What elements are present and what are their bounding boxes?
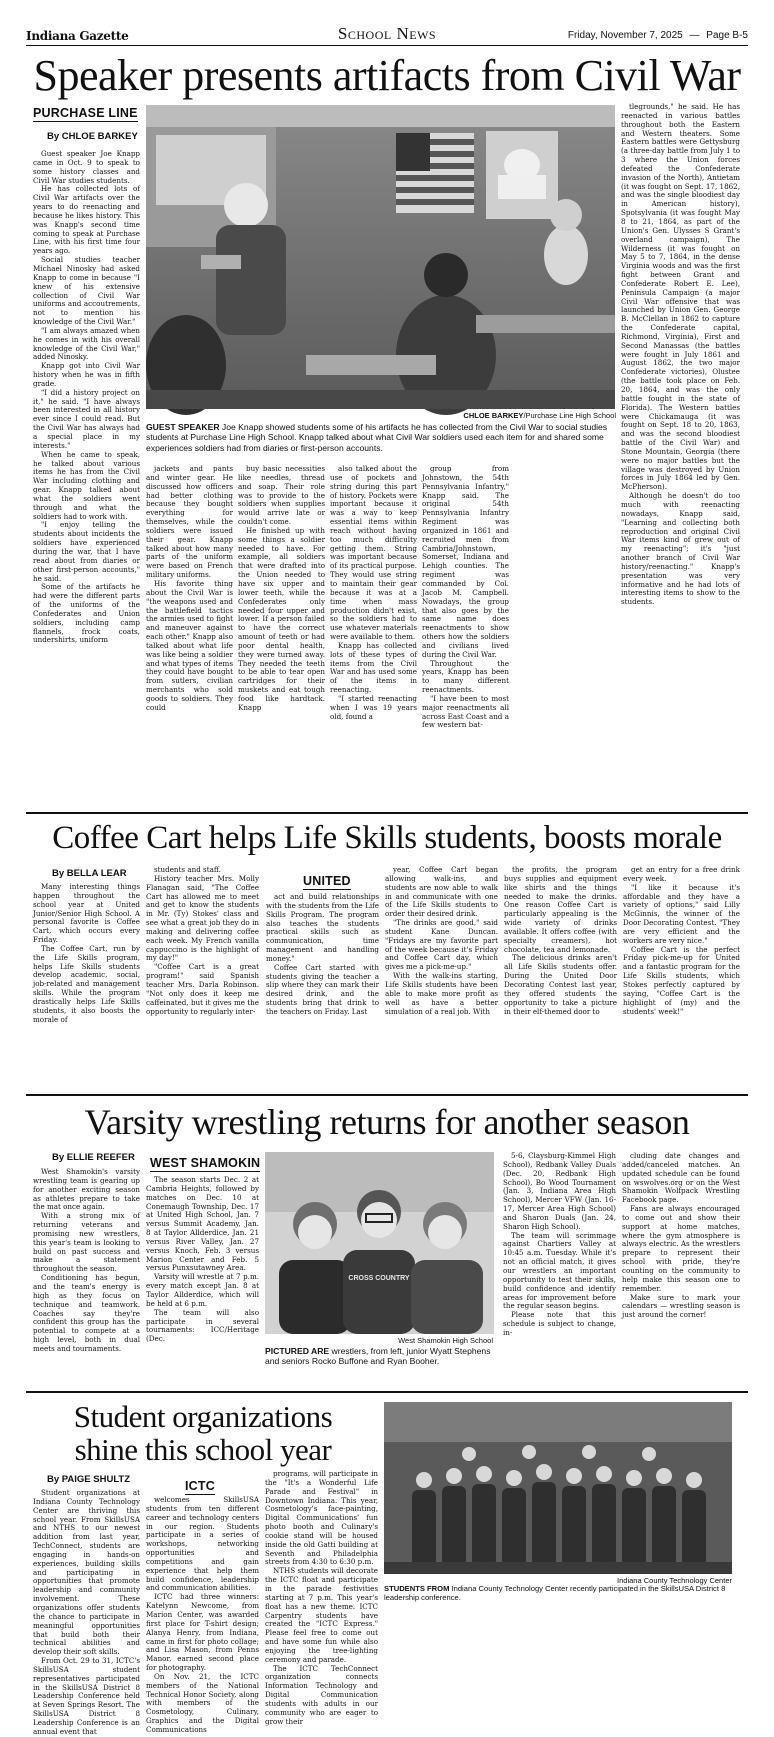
section-divider-2: [26, 1094, 748, 1096]
story3-column-1: [33, 1168, 140, 1380]
paragraph: Student organizations at Indiana County Technology Center are thriving this school year. From SkillsUSA and NTHS to our newest addition from last year, TechConnect, students are engaging in hands-on experiences, building skills and participating in opportunities that promote leadership and community involvement. These organizations offer students the chance to participate in meaningful opportunities that build both their technical abilities and develop their soft skills.: [33, 1488, 140, 1657]
story1-byline: By CHLOE BARKEY: [47, 131, 138, 142]
paragraph: "The drinks are good," said student Kane Duncan. "Fridays are my favorite part of the week because it's Friday and Coffee Cart day, which gives me a pick-me-up.": [385, 918, 498, 972]
paragraph: From Oct. 29 to 31, ICTC's SkillsUSA student representatives participated in the SkillsUSA District 8 Leadership Conference held at Seven Springs Resort. The SkillsUSA District 8 Leadership Conference is an annual event that: [33, 1656, 140, 1736]
paragraph: With a strong mix of returning veterans and promising new wrestlers, this year's team is looking to build on past success and make a statement throughout the season.: [33, 1211, 140, 1274]
separator: —: [689, 30, 700, 41]
paragraph: Coffee Cart started with students giving the teacher a slip where they can mark their desired drink, and the students bring that drink to the teachers on Friday. Last: [266, 962, 379, 1016]
paragraph: jackets and pants and winter gear. He discussed how officers had better clothing because they bought everything for themselves, while the soldiers were issued their gear. Knapp talked about how many parts of the uniform were based on French military uniforms.: [146, 464, 233, 580]
story2-column-5: [504, 866, 617, 1083]
paragraph: Guest speaker Joe Knapp came in Oct. 9 to speak to some history classes and Civil War studies students.: [33, 149, 140, 185]
paragraph: Varsity will wrestle at 7 p.m. every match except Jan. 8 at Taylor Allderdice, which will be held at 6 p.m.: [146, 1272, 259, 1308]
story1-column-2: [146, 465, 233, 802]
paragraph: When he came to speak, he talked about various items he has from the Civil War including clothing and gear. Knapp talked about what the soldiers went through and what the soldiers had to work with.: [33, 449, 140, 521]
story4-column-2: [146, 1495, 259, 1734]
paragraph: "I have been to most major reenactments all across East Coast and a few western bat-: [422, 693, 509, 730]
paragraph: Social studies teacher Michael Ninosky had asked Knapp to come in because "I knew of his extensive collection of Civil War uniforms and accoutrements, not to mention his knowledge of the Civil War.": [33, 255, 140, 327]
story3-photo-credit: West Shamokin High School: [398, 1336, 493, 1345]
paragraph: Fans are always encouraged to come out and show their support at home matches, where the gym atmosphere is always electric. As the wrestlers prepare to represent their school with pride, they're counting on the community to help make this season one to remember.: [622, 1204, 740, 1293]
capitol-poster: [486, 131, 558, 219]
paragraph: welcomes SkillsUSA students from ten different career and technology centers in our region. Students participate in a series of workshops, networking opportunities and competitions and gain experience that help them build confidence, leadership and communication abilities.: [146, 1495, 259, 1593]
paragraph: The ICTC TechConnect organization connects Information Technology and Digital Communication students with adults in our community who are eager to grow their: [265, 1663, 378, 1726]
paragraph: His favorite thing about the Civil War is "the weapons used and the battlefield tactics the armies used to fight and maneuver against each other." Knapp also talked about what life was like being a soldier and what types of items they could have bought from sutlers, civilian merchants who sold goods to soldiers. They could: [146, 578, 233, 712]
paragraph: group from Johnstown, the 54th Pennsylvania Infantry," Knapp said. The original 54th Pennsylvania Infantry Regiment was organized in 1861 and recruited men from Cambria/Johnstown, Somerset, Indiana and Lehigh counties. The regiment was commanded by Col. Jacob M. Campbell. Nowadays, the group that also goes by the same name does reenactments to show others how the soldiers and civilians lived during the Civil War.: [422, 464, 509, 659]
section-title: School News: [337, 24, 437, 43]
story2-column-3: [266, 893, 379, 1083]
paragraph: the profits, the program buys supplies and equipment like shirts and the things needed to make the drinks. One reason Coffee Cart is particularly appealing is the wide variety of drinks available. It offers coffee (with specialty creamers), hot chocolate, tea and lemonade.: [504, 865, 617, 954]
paragraph: Throughout the years, Knapp has been to many different reenactments.: [422, 658, 509, 695]
paragraph: "I like it because it's affordable and they have a variety of options," said Lilly McGinnis, the winner of the Door Decorating Contest. "They are very efficient and the workers are very nice.": [623, 882, 740, 945]
paragraph: Although he doesn't do too much with reenacting nowadays, Knapp said, "Learning and collecting both reproduction and original Civil War items kind of grew out of my reenacting"; it's "just another branch of Civil War history/reenacting." Knapp's presentation was very informative and he had lots of interesting items to show to the students.: [621, 491, 740, 607]
paragraph: ICTC had three winners: Katelynn Newcome, from Marion Center, was awarded first place for T-shirt design; Alanya Henry, from Indiana, came in first for photo collage; and Lisa Mason, from Penns Manor, earned second place for photography.: [146, 1592, 259, 1673]
paragraph: Conditioning has begun, and the team's energy is high as they focus on technique and teamwork. Coaches say they're confident this group has the potential to compete at a high level, both in dual meets and tournaments.: [33, 1273, 140, 1353]
american-flag: [396, 133, 474, 213]
paragraph: students and staff.: [154, 865, 221, 874]
paragraph: "I started reenacting when I was 19 years old, found a: [330, 693, 417, 721]
story4-headline: Student organizations shine this school year: [73, 1399, 333, 1467]
newspaper-name: Indiana Gazette: [26, 29, 129, 43]
paragraph: programs, will participate in the "It's a Wonderful Life Parade and Festival" in Downtown Indiana. This year, Cosmetology's face-painting, Digital Communications' fun photo booth and Culinary's cookie stand will be housed inside the old Gatti building at Seventh and Philadelphia streets from 4:30 to 6:30 p.m.: [265, 1469, 378, 1567]
story3-column-4: [622, 1152, 740, 1380]
story4-caption: STUDENTS FROM Indiana County Technology Center recently participated in the SkillsUSA District 8 leadership conference.: [384, 1584, 726, 1602]
story1-headline: Speaker presents artifacts from Civil War: [33, 51, 741, 100]
paragraph: year, Coffee Cart began allowing walk-ins, and students are now able to walk in and communicate with one of the Life Skills students to order their desired drink.: [385, 865, 498, 919]
paragraph: Some of the artifacts he had were the different parts of the uniforms of the Confederates and Union soldiers, including camp flannels, frock coats, undershirts, uniform: [33, 582, 140, 645]
story3-headline: Varsity wrestling returns for another season: [84, 1102, 690, 1142]
wrestlers-photo: [265, 1152, 494, 1334]
story1-photo-credit: CHLOE BARKEY/Purchase Line High School: [463, 411, 616, 420]
story2-column-2: [146, 866, 259, 1083]
story1-column-4: [330, 465, 417, 802]
story4-photo-credit: Indiana County Technology Center: [617, 1576, 732, 1585]
story2-kicker: UNITED: [303, 874, 351, 888]
paragraph: Many interesting things happen throughout the school year at United Junior/Senior High School. A personal favorite is Coffee Cart, which occurs every Friday.: [33, 882, 140, 945]
cross-country-shirt-text: CROSS COUNTRY: [348, 1275, 410, 1282]
paragraph: Make sure to mark your calendars — wrestling season is just around the corner!: [622, 1292, 740, 1320]
wrestlers-illustration: [265, 1152, 494, 1334]
story4-kicker: ICTC: [185, 1479, 215, 1493]
paragraph: act and build relationships with the students from the Life Skills Program. The program also teaches the students practical skills such as communication, time management and handling money.": [266, 892, 379, 963]
story3-caption: PICTURED ARE wrestlers, from left, junior Wyatt Stephens and seniors Rocko Buffone and Ryan Booher.: [265, 1346, 491, 1367]
story4-byline: By PAIGE SHULTZ: [47, 1474, 131, 1485]
story1-column-5: [422, 465, 509, 802]
paragraph: buy basic necessities like needles, thread and soap. Their role was to provide to the soldiers when supplies would arrive late or couldn't come.: [238, 464, 325, 527]
paragraph: The Coffee Cart, run by the Life Skills program, helps Life Skills students develop academic, social, job-related and management skills. While the program drastically helps Life Skills students, it also boosts the morale of: [33, 943, 140, 1024]
paragraph: tlegrounds," he said. He has reenacted in various battles throughout both the Eastern and Western theaters. Some Eastern battles were Gettysburg (a three-day battle from July 1 to 3 where the Union forces defeated the Confederate invasion of the North), Antietam (it was fought on Sept. 17, 1862, and was the single bloodiest day in American history), Spotsylvania (it was fought May 8 to 21, 1864, as part of the Union's Gen. Ulysses S Grant's overland campaign), The Wilderness (it was fought on May 5 to 7, 1864, in the dense Virginia woods and was the first fight between Grant and Confederate Robert E. Lee), Peninsula Campaign (a major Civil War offensive that was launched by Union Gen. George B. McClellan in 1862 to capture the Confederate capital, Richmond, Virginia), First and Second Manassas (the battles were fought in July 1861 and August 1862, the two major Confederate victories), Olustee (the battle took place on Feb. 20, 1864, and was the only battle fought in the state of Florida). The Western battles were Chickamauga (it was fought on Sept. 18 to 20, 1863, and was the second bloodiest battle of the Civil War) and Stone Mountain, Georgia (there were no major battles but the village was destroyed by Union forces in July 1864 led by Gen. McPherson).: [621, 102, 740, 492]
page-number: Page B-5: [706, 30, 748, 41]
paragraph: "I did a history project on it," he said. "I have always been interested in all history ever since I could read. But the Civil War has always had a special place in my interests.": [33, 387, 140, 450]
paragraph: cluding date changes and added/canceled matches. An updated schedule can be found on wswolves.org or on the West Shamokin Wolfpack Wrestling Facebook page.: [622, 1151, 740, 1205]
issue-date: Friday, November 7, 2025: [567, 30, 683, 41]
story3-byline: By ELLIE REEFER: [52, 1152, 135, 1163]
paragraph: "I am always amazed when he comes in with his overall knowledge of the Civil War," added Ninosky.: [33, 325, 140, 362]
story3-column-3: [503, 1152, 616, 1380]
story1-column-1: [33, 150, 140, 802]
paragraph: get an entry for a free drink every week.: [623, 865, 740, 883]
group-photo-illustration: [384, 1402, 732, 1574]
story1-kicker: PURCHASE LINE: [33, 106, 138, 120]
paragraph: Knapp has collected lots of these types of items from the Civil War and has used some of the items in reenacting.: [330, 640, 417, 695]
paragraph: He finished up with some things a soldier needed to have. For example, all soldiers that were drafted into the Union needed to have six upper and lower teeth, while the Confederates only needed four upper and lower. If a person failed to have the correct amount of teeth or had poor dental health, they were turned away. They needed the teeth to be able to tear open cartridges for their muskets and eat tough food like hardtack. Knapp: [238, 525, 325, 712]
story4-column-3: [265, 1469, 378, 1726]
civil-war-speaker-photo: [146, 105, 615, 409]
classroom-photo-illustration: [146, 105, 615, 409]
paragraph: "I enjoy telling the students about incidents the soldiers have experienced during the war, that I have read about from diaries or other first-person accounts," he said.: [33, 520, 140, 583]
paragraph: Please note that this schedule is subject to change, in-: [503, 1310, 616, 1337]
story3-column-2: [146, 1176, 259, 1380]
story4-column-1: [33, 1488, 140, 1736]
paragraph: The season starts Dec. 2 at Cambria Heights, followed by matches on Dec. 10 at Conemaugh Township, Dec. 17 at United High School, Jan. 7 versus Summit Academy, Jan. 8 at Taylor Allderdice, Jan. 21 versus River Valley, Jan. 27 versus Knoch, Feb. 3 versus Marion Center and Feb. 5 versus Punxsutawney Area.: [146, 1175, 259, 1273]
paragraph: 5-6, Claysburg-Kimmel High School), Redbank Valley Duals (Dec. 20, Redbank High School), Bo Wood Tournament (Jan. 3, Indiana Area High School), Mercer VFW (Jan. 16-17, Mercer Area High School) and Sharon Duals (Jan. 24, Sharon High School).: [503, 1151, 616, 1231]
paragraph: also talked about the use of pockets and string during this part of history. Pockets were important because it was a way to keep essential items within reach without having too much difficulty getting them. String was important because of its practical purpose. They would use string to maintain their gear because it was at a time when mass production didn't exist, so the soldiers had to use whatever materials were available to them.: [330, 464, 417, 642]
section-divider-3: [26, 1391, 748, 1393]
paragraph: Coffee Cart is the perfect Friday pick-me-up for United and a fantastic program for the Life Skills students, which Stokes perfectly captured by saying, "Coffee Cart is the highlight of (my) and the students' week!": [623, 944, 740, 1016]
paragraph: History teacher Mrs. Molly Flanagan said, "The Coffee Cart has allowed me to meet and get to know the students in Mr. (Ty) Stokes' class and see what a great job they do in making and delivering coffee each week. My French vanilla cappuccino is the highlight of my day!": [146, 873, 259, 963]
story2-column-6: [623, 866, 740, 1083]
paragraph: Knapp got into Civil War history when he was in fifth grade.: [33, 361, 140, 388]
story2-column-1: [33, 883, 140, 1083]
header-rule: [26, 45, 748, 46]
paragraph: With the walk-ins starting, Life Skills students have been able to make more profit as well as have a better simulation of a real job. With: [385, 971, 498, 1016]
paragraph: On Nov. 21, the ICTC members of the National Technical Honor Society, along with members of the Cosmetology, Culinary, Graphics and the Digital Communications: [146, 1671, 259, 1734]
paragraph: West Shamokin's varsity wrestling team is gearing up for another exciting season as athletes prepare to take the mat once again.: [33, 1167, 140, 1212]
ictc-students-photo: [384, 1402, 732, 1574]
story1-column-6: [621, 103, 740, 802]
paragraph: He has collected lots of Civil War artifacts over the years to do reenacting and because he likes history. This was Knapp's second time coming to speak at Purchase Line, with his first time four years ago.: [33, 184, 140, 256]
story2-headline: Coffee Cart helps Life Skills students, boosts morale: [52, 820, 722, 856]
story2-column-4: [385, 866, 498, 1083]
paragraph: The team will also participate in several tournaments: ICC/Heritage (Dec.: [146, 1307, 259, 1344]
story1-column-3: [238, 465, 325, 802]
story3-kicker: WEST SHAMOKIN: [150, 1156, 261, 1170]
paragraph: "Coffee Cart is a great program!" said Spanish teacher Mrs. Darla Robinson. "Not only does it keep me caffeinated, but it gives me the opportunity to regularly inter-: [146, 962, 259, 1016]
story2-byline: By BELLA LEAR: [52, 868, 127, 879]
section-divider-1: [26, 812, 748, 814]
issue-date-page: [568, 30, 748, 41]
paragraph: NTHS students will decorate the ICTC float and participate in the parade festivities starting at 7 p.m. This year's float has a new theme. ICTC Carpentry students have created the "ICTC Express." Please feel free to come out and have some fun while also enjoying the tree-lighting ceremony and parade.: [265, 1566, 378, 1664]
story1-caption: GUEST SPEAKER Joe Knapp showed students some of his artifacts he has collected from the Civil War to social studies students at Purchase Line High School. Knapp talked about what Civil War soldiers used each item for and shared some experiences soldiers had from diaries or first-person accounts.: [146, 422, 608, 453]
paragraph: The team will scrimmage against Chartiers Valley at 10:45 a.m. Tuesday. While it's not an official match, it gives our wrestlers an important opportunity to test their skills, build confidence and identify areas for improvement before the regular season begins.: [503, 1230, 616, 1311]
paragraph: The delicious drinks aren't all Life Skills students offer. During the United Door Decorating Contest last year, they offered students the opportunity to take a picture in their elf-themed door to: [504, 953, 617, 1016]
